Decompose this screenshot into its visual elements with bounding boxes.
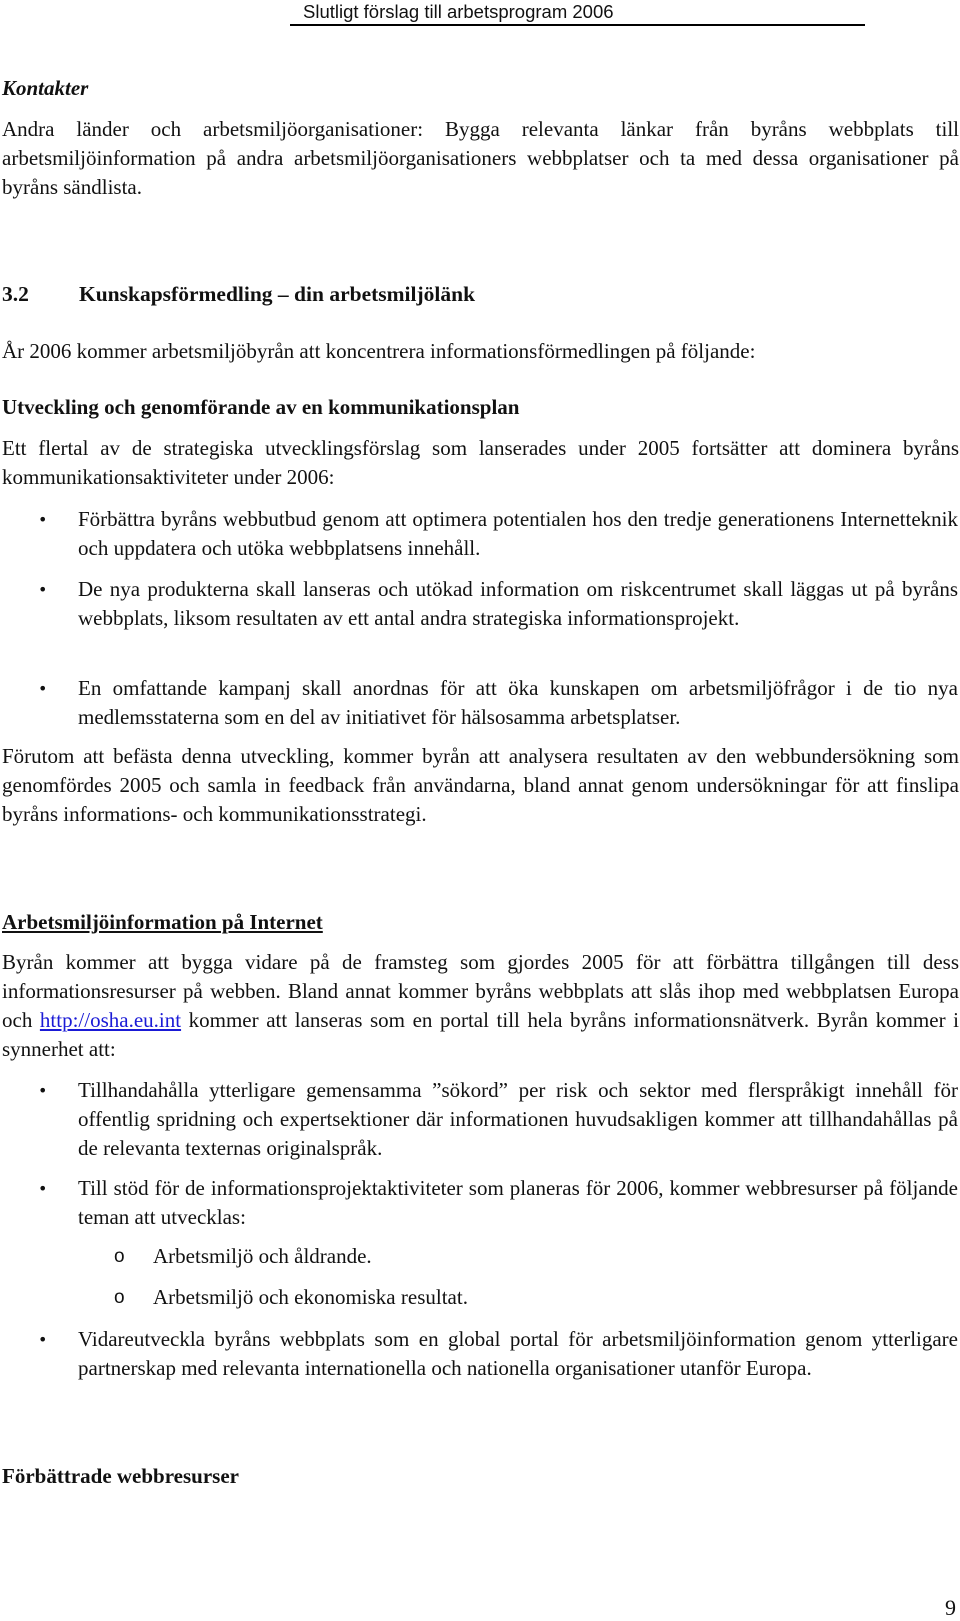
header-title: Slutligt förslag till arbetsprogram 2006 [303,1,614,22]
webbresurser-heading: Förbättrade webbresurser [2,1464,239,1488]
bullet-marker: • [38,510,48,529]
internet-paragraph-part2: kommer att lanseras som en portal till hela byråns informationsnätverk. Byrån kommer i synnerhet att: [2,1008,959,1061]
section-heading [2,280,959,309]
list-item-text: Vidareutveckla byråns webbplats som en global portal för arbetsmiljöinformation genom ytterligare partnerskap med relevanta internationella och nationella organisationer utanför Europa. [78,1327,958,1380]
sub-bullet-marker: o [114,1287,125,1308]
list-item-text: Tillhandahålla ytterligare gemensamma ”sökord” per risk och sektor med flerspråkigt innehåll för offentlig spridning och expertsektioner där informationen huvudsakligen kommer att tillhandahållas på de relevanta texternas originalspråk. [78,1078,958,1160]
bullet-marker: • [38,679,48,698]
internet-heading: Arbetsmiljöinformation på Internet [2,910,323,934]
kommunikationsplan-closing: Förutom att befästa denna utveckling, kommer byrån att analysera resultaten av den webbundersökning som genomfördes 2005 och samla in feedback från användarna, bland annat genom undersökningar för att finslipa byråns informations- och kommunikationsstrategi. [2,744,959,826]
kommunikationsplan-paragraph: Ett flertal av de strategiska utvecklingsförslag som lanserades under 2005 fortsätter att dominera byråns kommunikationsaktiviteter under 2006: [2,436,959,489]
list-item-text: De nya produkterna skall lanseras och utökad information om riskcentrumet skall läggas ut på byråns webbplats, liksom resultaten av ett antal andra strategiska informationsprojekt. [78,577,958,630]
kommunikationsplan-heading: Utveckling och genomförande av en kommunikationsplan [2,395,520,419]
sub-bullet-marker: o [114,1246,125,1267]
page-number: 9 [945,1595,956,1620]
kontakter-paragraph: Andra länder och arbetsmiljöorganisationer: Bygga relevanta länkar från byråns webbplats till arbetsmiljöinformation på andra arbetsmiljöorganisationers webbplatser och ta med dessa organisationer på byråns sändlista. [2,117,959,199]
bullet-marker: • [38,1330,48,1349]
list-item-text: Till stöd för de informationsprojektaktiviteter som planeras för 2006, kommer webbresurser på följande teman att utvecklas: [78,1176,958,1229]
bullet-marker: • [38,580,48,599]
sub-list-item-text: Arbetsmiljö och ekonomiska resultat. [153,1285,468,1309]
page-header [290,0,865,26]
internet-paragraph-part1: Byrån kommer att bygga vidare på de framsteg som gjordes 2005 för att förbättra tillgången till dess informationsresurser på webben. Bland annat kommer byråns webbplats att slås ihop med webbplatsen Europa och [2,950,959,1032]
sub-list-item-text: Arbetsmiljö och åldrande. [153,1244,372,1268]
osha-link[interactable]: http://osha.eu.int [39,1008,182,1032]
section-intro: År 2006 kommer arbetsmiljöbyrån att koncentrera informationsförmedlingen på följande: [2,339,756,363]
section-title: Kunskapsförmedling – din arbetsmiljölänk [79,282,476,306]
bullet-marker: • [38,1081,48,1100]
internet-paragraph [2,948,959,1064]
list-item-text: En omfattande kampanj skall anordnas för att öka kunskapen om arbetsmiljöfrågor i de tio nya medlemsstaterna som en del av initiativet för hälsosamma arbetsplatser. [78,676,958,729]
bullet-marker: • [38,1179,48,1198]
section-number: 3.2 [2,282,29,306]
list-item-text: Förbättra byråns webbutbud genom att optimera potentialen hos den tredje generationens Internetteknik och uppdatera och utöka webbplatsens innehåll. [78,507,958,560]
kontakter-heading: Kontakter [2,76,89,100]
